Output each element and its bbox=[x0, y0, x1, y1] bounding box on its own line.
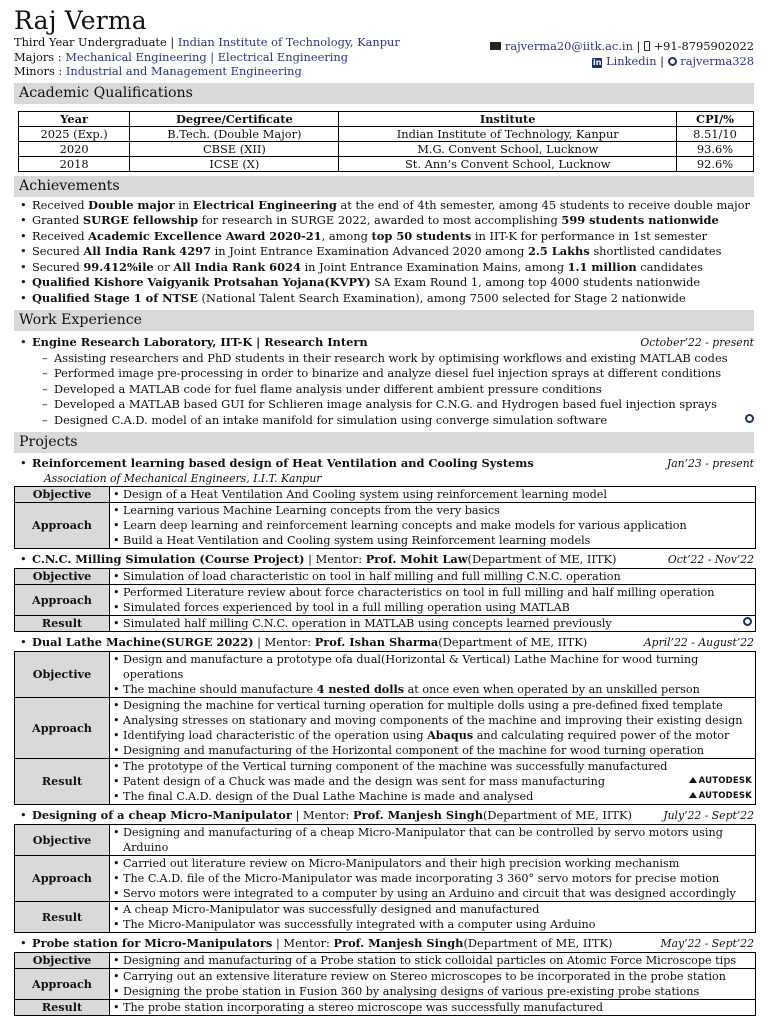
mentor-label: | Mentor: bbox=[304, 552, 366, 567]
project-entry bbox=[14, 634, 754, 651]
bullet-text: • Designing the machine for vertical turning operation for multiple dolls using a pre-defined fixed template bbox=[123, 699, 723, 713]
institute-link[interactable]: Indian Institute of Technology, Kanpur bbox=[177, 35, 400, 49]
bullet-text: • Patent design of a Chuck was made and the design was sent for mass manufacturing bbox=[123, 775, 605, 789]
github-icon[interactable] bbox=[745, 414, 754, 423]
text-run: in IIT-K for performance in 1st semester bbox=[471, 228, 708, 243]
bullet-text: • Analysing stresses on stationary and moving components of the machine and improving their existing design bbox=[123, 714, 743, 728]
row-content bbox=[110, 569, 756, 585]
association-text: Association of Mechanical Engineers, I.I.T. Kanpur bbox=[44, 472, 322, 486]
row-content bbox=[110, 698, 756, 759]
project-row bbox=[15, 969, 756, 1000]
mentor-label: | Mentor: bbox=[291, 808, 354, 823]
bullet-line bbox=[123, 533, 752, 548]
row-bullet bbox=[113, 616, 752, 631]
row-label: Approach bbox=[15, 503, 110, 549]
achievement-item bbox=[32, 229, 754, 245]
row-bullet bbox=[113, 789, 752, 804]
autodesk-text: AUTODESK bbox=[698, 791, 752, 802]
project-title: Reinforcement learning based design of Heat Ventilation and Cooling Systems bbox=[32, 456, 534, 471]
bullet-text: • Designing and manufacturing of a cheap Micro-Manipulator that can be controlled by servo motors using Arduino bbox=[123, 826, 723, 855]
row-bullet bbox=[113, 728, 752, 743]
work-items bbox=[14, 351, 754, 428]
project-entry bbox=[14, 935, 754, 952]
bullet-text: • The final C.A.D. design of the Dual Lathe Machine is made and analysed bbox=[123, 790, 534, 804]
project-row bbox=[15, 953, 756, 969]
achievements-list bbox=[14, 198, 754, 307]
bullet-line bbox=[123, 871, 752, 886]
bullet-text: • Performed Literature review about force characteristics on tool in full milling and half milling operation bbox=[123, 586, 715, 600]
bullet-line bbox=[123, 902, 752, 917]
emphasis-text: Electrical Engineering bbox=[192, 197, 337, 212]
row-label: Objective bbox=[15, 953, 110, 969]
bullet-text: • A cheap Micro-Manipulator was successfully designed and manufactured bbox=[123, 903, 540, 917]
project-association bbox=[14, 472, 754, 486]
project-table bbox=[14, 651, 756, 805]
project-row bbox=[15, 616, 756, 632]
bullet-line bbox=[123, 1000, 752, 1015]
majors-links[interactable]: Mechanical Engineering | Electrical Engineering bbox=[65, 49, 349, 64]
row-bullet bbox=[113, 487, 752, 502]
project-title: Designing of a cheap Micro-Manipulator bbox=[32, 808, 292, 823]
row-bullet bbox=[113, 600, 752, 615]
table-row bbox=[19, 141, 754, 156]
project-row bbox=[15, 825, 756, 856]
mentor-name: Prof. Mohit Law bbox=[365, 552, 468, 567]
table-cell: 92.6% bbox=[676, 156, 753, 171]
section-academic: Academic Qualifications bbox=[14, 83, 754, 104]
project-row bbox=[15, 585, 756, 616]
bullet-line bbox=[123, 774, 752, 789]
autodesk-icon bbox=[689, 777, 697, 783]
row-bullet bbox=[113, 652, 752, 682]
row-content bbox=[110, 902, 756, 933]
bullet-text: • Designing the probe station in Fusion 360 by analysing designs of various pre-existing probe stations bbox=[123, 985, 700, 999]
bullet-text: • Servo motors were integrated to a computer by using an Arduino and circuit that was designed accordingly bbox=[123, 887, 736, 901]
project-row bbox=[15, 569, 756, 585]
bullet-text: • Design of a Heat Ventilation And Cooling system using reinforcement learning model bbox=[123, 488, 607, 502]
row-bullet bbox=[113, 886, 752, 901]
project-table bbox=[14, 824, 756, 933]
bullet-text: • The Micro-Manipulator was successfully integrated with a computer using Arduino bbox=[123, 918, 596, 932]
text-run: in Joint Entrance Examination Advanced 2020 among bbox=[211, 244, 528, 258]
contact-info: rajverma20@iitk.ac.in | +91-8795902022 in Linkedin | rajverma328 bbox=[490, 39, 754, 68]
bullet-line bbox=[123, 789, 752, 804]
text-run: or bbox=[153, 259, 174, 274]
table-cell: St. Ann’s Convent School, Lucknow bbox=[339, 156, 677, 171]
emphasis-text: 4 nested dolls bbox=[316, 682, 405, 697]
work-title: • Engine Research Laboratory, IIT-K | Research Intern bbox=[32, 335, 368, 349]
row-label: Objective bbox=[15, 825, 110, 856]
mentor-label: | Mentor: bbox=[272, 936, 334, 951]
project-heading bbox=[32, 455, 534, 471]
row-bullet bbox=[113, 759, 752, 774]
bullet-text: • The probe station incorporating a stereo microscope was successfully manufactured bbox=[123, 1001, 604, 1015]
work-entry bbox=[14, 334, 754, 351]
achievement-item bbox=[32, 275, 754, 291]
row-bullet bbox=[113, 917, 752, 932]
emphasis-text: 599 students nationwide bbox=[561, 213, 719, 227]
row-bullet bbox=[113, 825, 752, 855]
text-run: Received bbox=[32, 197, 89, 212]
autodesk-icon bbox=[689, 792, 697, 798]
emphasis-text: All India Rank 4297 bbox=[83, 244, 212, 258]
bullet-line bbox=[123, 728, 752, 743]
bullet-line bbox=[123, 759, 752, 774]
bullet-text: • Simulation of load characteristic on tool in half milling and full milling C.N.C. operation bbox=[123, 570, 621, 584]
table-cell: CBSE (XII) bbox=[130, 141, 339, 156]
bullet-line bbox=[123, 518, 752, 533]
table-cell: M.G. Convent School, Lucknow bbox=[339, 141, 677, 156]
resume-header bbox=[14, 6, 754, 79]
github-icon[interactable] bbox=[743, 617, 752, 626]
majors-label: Majors : bbox=[14, 49, 62, 64]
work-item: – Developed a MATLAB based GUI for Schlieren image analysis for C.N.G. and Hydrogen based fuel injection sprays bbox=[54, 397, 754, 412]
emphasis-text: Abaqus bbox=[427, 728, 474, 743]
row-content bbox=[110, 969, 756, 1000]
project-heading bbox=[32, 935, 612, 951]
emphasis-text: 99.412%ile bbox=[83, 259, 154, 274]
row-bullet bbox=[113, 503, 752, 518]
text-run: Secured bbox=[32, 244, 84, 258]
project-row bbox=[15, 698, 756, 759]
linkedin-link[interactable]: Linkedin bbox=[606, 53, 657, 68]
autodesk-text: AUTODESK bbox=[698, 776, 752, 787]
project-title: Probe station for Micro-Manipulators bbox=[32, 936, 273, 951]
emphasis-text: Qualified Kishore Vaigyanik Protsahan Yojana(KVPY) bbox=[32, 275, 371, 289]
row-bullet bbox=[113, 585, 752, 600]
emphasis-text: 1.1 million bbox=[567, 259, 637, 274]
project-table bbox=[14, 486, 756, 549]
project-date: Oct’22 - Nov’22 bbox=[667, 553, 754, 567]
emphasis-text: 2.5 Lakhs bbox=[527, 244, 590, 258]
row-content bbox=[110, 487, 756, 503]
department: (Department of ME, IITK) bbox=[438, 635, 588, 650]
bullet-text: • The prototype of the Vertical turning component of the machine was successfully manufactured bbox=[123, 760, 668, 774]
table-header: Degree/Certificate bbox=[130, 111, 339, 126]
mentor-name: Prof. Manjesh Singh bbox=[353, 808, 483, 823]
row-label: Result bbox=[15, 902, 110, 933]
row-bullet bbox=[113, 569, 752, 584]
table-row bbox=[19, 126, 754, 141]
bullet-line bbox=[123, 487, 752, 502]
achievement-item bbox=[32, 260, 754, 276]
project-entry bbox=[14, 807, 754, 824]
github-icon bbox=[668, 57, 677, 66]
header-left bbox=[14, 6, 400, 79]
project-date: April’22 - August’22 bbox=[643, 636, 754, 650]
mentor-name: Prof. Ishan Sharma bbox=[314, 635, 439, 650]
work-item-text: – Designed C.A.D. model of an intake manifold for simulation using converge simulation software bbox=[54, 412, 608, 427]
bullet-line bbox=[123, 825, 752, 855]
department: (Department of ME, IITK) bbox=[482, 808, 632, 823]
project-row bbox=[15, 487, 756, 503]
bullet-line bbox=[123, 503, 752, 518]
achievement-item bbox=[32, 198, 754, 214]
text-run: shortlisted candidates bbox=[589, 244, 722, 258]
table-cell: ICSE (X) bbox=[130, 156, 339, 171]
bullet-line bbox=[123, 569, 752, 584]
row-bullet bbox=[113, 969, 752, 984]
github-link[interactable]: rajverma328 bbox=[680, 53, 754, 68]
text-run: at the end of 4th semester, among 45 students to receive double major bbox=[336, 197, 750, 212]
project-row bbox=[15, 856, 756, 902]
project-heading bbox=[32, 807, 632, 823]
project-row bbox=[15, 1000, 756, 1016]
row-label: Objective bbox=[15, 487, 110, 503]
row-bullet bbox=[113, 856, 752, 871]
candidate-name: Raj Verma bbox=[14, 6, 147, 35]
table-cell: 93.6% bbox=[676, 141, 753, 156]
row-content bbox=[110, 503, 756, 549]
bullet-text: • Carried out literature review on Micro-Manipulators and their high precision working mechanism bbox=[123, 857, 680, 871]
project-heading bbox=[32, 634, 587, 650]
text-run: Received bbox=[32, 228, 89, 243]
project-row bbox=[15, 759, 756, 805]
bullet-text: • Simulated half milling C.N.C. operation in MATLAB using concepts learned previously bbox=[123, 617, 612, 631]
row-content bbox=[110, 616, 756, 632]
bullet-line bbox=[123, 856, 752, 871]
text-run: in Joint Entrance Examination Mains, among bbox=[300, 259, 568, 274]
bullet-line bbox=[123, 886, 752, 901]
row-content bbox=[110, 652, 756, 698]
phone-number: +91-8795902022 bbox=[653, 39, 754, 53]
table-cell: 2025 (Exp.) bbox=[19, 126, 130, 141]
row-bullet bbox=[113, 682, 752, 697]
bullet-text: • Simulated forces experienced by tool in a full milling operation using MATLAB bbox=[123, 601, 570, 615]
row-label: Objective bbox=[15, 569, 110, 585]
row-content bbox=[110, 759, 756, 805]
bullet-text: • Designing and manufacturing of a Probe station to stick colloidal particles on Atomic Force Microscope tips bbox=[123, 954, 737, 968]
project-row bbox=[15, 652, 756, 698]
project-entry bbox=[14, 455, 754, 472]
row-label: Result bbox=[15, 1000, 110, 1016]
achievement-item bbox=[32, 213, 754, 229]
phone-icon bbox=[644, 41, 650, 51]
emphasis-text: Academic Excellence Award 2020-21 bbox=[88, 228, 322, 243]
table-cell: Indian Institute of Technology, Kanpur bbox=[339, 126, 677, 141]
project-table bbox=[14, 568, 756, 632]
autodesk-logo[interactable] bbox=[689, 789, 752, 804]
project-row bbox=[15, 902, 756, 933]
table-row bbox=[19, 156, 754, 171]
bullet-line bbox=[123, 585, 752, 600]
text-run: Secured bbox=[32, 259, 84, 274]
emphasis-text: top 50 students bbox=[371, 228, 472, 243]
project-table bbox=[14, 952, 756, 1016]
mentor-label: | Mentor: bbox=[253, 635, 315, 650]
row-bullet bbox=[113, 518, 752, 533]
table-header: Institute bbox=[339, 111, 677, 126]
row-bullet bbox=[113, 1000, 752, 1015]
row-bullet bbox=[113, 902, 752, 917]
work-item: – Performed image pre-processing in order to binarize and analyze diesel fuel injection sprays at different conditions bbox=[54, 366, 754, 381]
bullet-text: • Learning various Machine Learning concepts from the very basics bbox=[123, 504, 500, 518]
table-cell: 2020 bbox=[19, 141, 130, 156]
autodesk-logo[interactable] bbox=[689, 774, 752, 789]
bullet-line bbox=[123, 652, 752, 682]
work-item: – Assisting researchers and PhD students in their research work by optimising workflows and existing MATLAB codes bbox=[54, 351, 754, 366]
linkedin-icon: in bbox=[593, 57, 602, 67]
project-title: C.N.C. Milling Simulation (Course Project) bbox=[32, 552, 305, 567]
work-date: October’22 - present bbox=[640, 336, 754, 349]
project-entry bbox=[14, 551, 754, 568]
department: (Department of ME, IITK) bbox=[467, 552, 617, 567]
project-date: Jan’23 - present bbox=[666, 457, 754, 471]
work-item bbox=[54, 413, 754, 428]
row-bullet bbox=[113, 774, 752, 789]
section-work: Work Experience bbox=[14, 310, 754, 331]
row-label: Approach bbox=[15, 585, 110, 616]
mentor-name: Prof. Manjesh Singh bbox=[333, 936, 464, 951]
table-cell: 2018 bbox=[19, 156, 130, 171]
bullet-line bbox=[123, 713, 752, 728]
project-row bbox=[15, 503, 756, 549]
project-title: Dual Lathe Machine(SURGE 2022) bbox=[32, 635, 254, 650]
bullet-text: • Learn deep learning and reinforcement learning concepts and make models for various application bbox=[123, 519, 687, 533]
row-label: Approach bbox=[15, 698, 110, 759]
bullet-text: • Carrying out an extensive literature review on Stereo microscopes to be incorporated in the probe station bbox=[123, 970, 726, 984]
text-run: SA Exam Round 1, among top 4000 students nationwide bbox=[370, 275, 701, 289]
work-item: – Developed a MATLAB code for fuel flame analysis under different ambient pressure conditions bbox=[54, 382, 754, 397]
text-run: Granted bbox=[32, 213, 83, 227]
row-bullet bbox=[113, 743, 752, 758]
text-run: , among bbox=[321, 228, 372, 243]
bullet-line bbox=[123, 917, 752, 932]
project-heading bbox=[32, 551, 616, 567]
row-content bbox=[110, 856, 756, 902]
row-label: Approach bbox=[15, 856, 110, 902]
row-bullet bbox=[113, 871, 752, 886]
emphasis-text: All India Rank 6024 bbox=[173, 259, 301, 274]
bullet-line bbox=[123, 969, 752, 984]
row-content bbox=[110, 825, 756, 856]
row-bullet bbox=[113, 713, 752, 728]
bullet-text: • The machine should manufacture 4 nested dolls at once even when operated by an unskilled person bbox=[123, 682, 700, 697]
department: (Department of ME, IITK) bbox=[463, 936, 613, 951]
projects-list bbox=[14, 455, 754, 1016]
year-label: Third Year Undergraduate | bbox=[14, 35, 175, 49]
row-content bbox=[110, 585, 756, 616]
row-content bbox=[110, 953, 756, 969]
row-label: Result bbox=[15, 759, 110, 805]
table-cell: B.Tech. (Double Major) bbox=[130, 126, 339, 141]
bullet-line bbox=[123, 698, 752, 713]
row-bullet bbox=[113, 698, 752, 713]
minors-link[interactable]: Industrial and Management Engineering bbox=[65, 64, 302, 78]
bullet-line bbox=[123, 616, 752, 631]
bullet-line bbox=[123, 682, 752, 697]
achievement-item bbox=[32, 291, 754, 307]
row-bullet bbox=[113, 533, 752, 548]
section-achievements: Achievements bbox=[14, 176, 754, 197]
text-run: (National Talent Search Examination), among 7500 selected for Stage 2 nationwide bbox=[197, 290, 686, 305]
bullet-text: • Designing and manufacturing of the Horizontal component of the machine for wood turning operation bbox=[123, 744, 705, 758]
bullet-line bbox=[123, 743, 752, 758]
row-bullet bbox=[113, 953, 752, 968]
bullet-line bbox=[123, 600, 752, 615]
bullet-text: • Identifying load characteristic of the operation using Abaqus and calculating required power of the motor bbox=[123, 728, 730, 743]
bullet-text: • Design and manufacture a prototype ofa dual(Horizontal & Vertical) Lathe Machine for wood turning operations bbox=[123, 653, 699, 682]
bullet-text: • Build a Heat Ventilation and Cooling system using Reinforcement learning models bbox=[123, 534, 591, 548]
achievement-item bbox=[32, 244, 754, 260]
row-bullet bbox=[113, 984, 752, 999]
text-run: in bbox=[174, 197, 193, 212]
project-date: July’22 - Sept’22 bbox=[663, 809, 754, 823]
row-label: Result bbox=[15, 616, 110, 632]
emphasis-text: Double major bbox=[88, 197, 175, 212]
bullet-text: • The C.A.D. file of the Micro-Manipulator was made incorporating 3 360° servo motors for precise motion bbox=[123, 872, 720, 886]
project-date: May’22 - Sept’22 bbox=[660, 937, 754, 951]
table-header: Year bbox=[19, 111, 130, 126]
emphasis-text: Qualified Stage 1 of NTSE bbox=[32, 290, 198, 305]
table-cell: 8.51/10 bbox=[676, 126, 753, 141]
text-run: candidates bbox=[636, 259, 703, 274]
row-content bbox=[110, 1000, 756, 1016]
envelope-icon bbox=[490, 42, 501, 50]
row-label: Objective bbox=[15, 652, 110, 698]
table-header: CPI/% bbox=[676, 111, 753, 126]
emphasis-text: SURGE fellowship bbox=[82, 213, 199, 227]
qualifications-table bbox=[18, 111, 754, 172]
text-run: for research in SURGE 2022, awarded to most accomplishing bbox=[198, 213, 562, 227]
bullet-line bbox=[123, 953, 752, 968]
bullet-line bbox=[123, 984, 752, 999]
minors-label: Minors : bbox=[14, 64, 63, 78]
row-label: Approach bbox=[15, 969, 110, 1000]
email-link[interactable]: rajverma20@iitk.ac.in bbox=[504, 39, 633, 53]
section-projects: Projects bbox=[14, 432, 754, 453]
